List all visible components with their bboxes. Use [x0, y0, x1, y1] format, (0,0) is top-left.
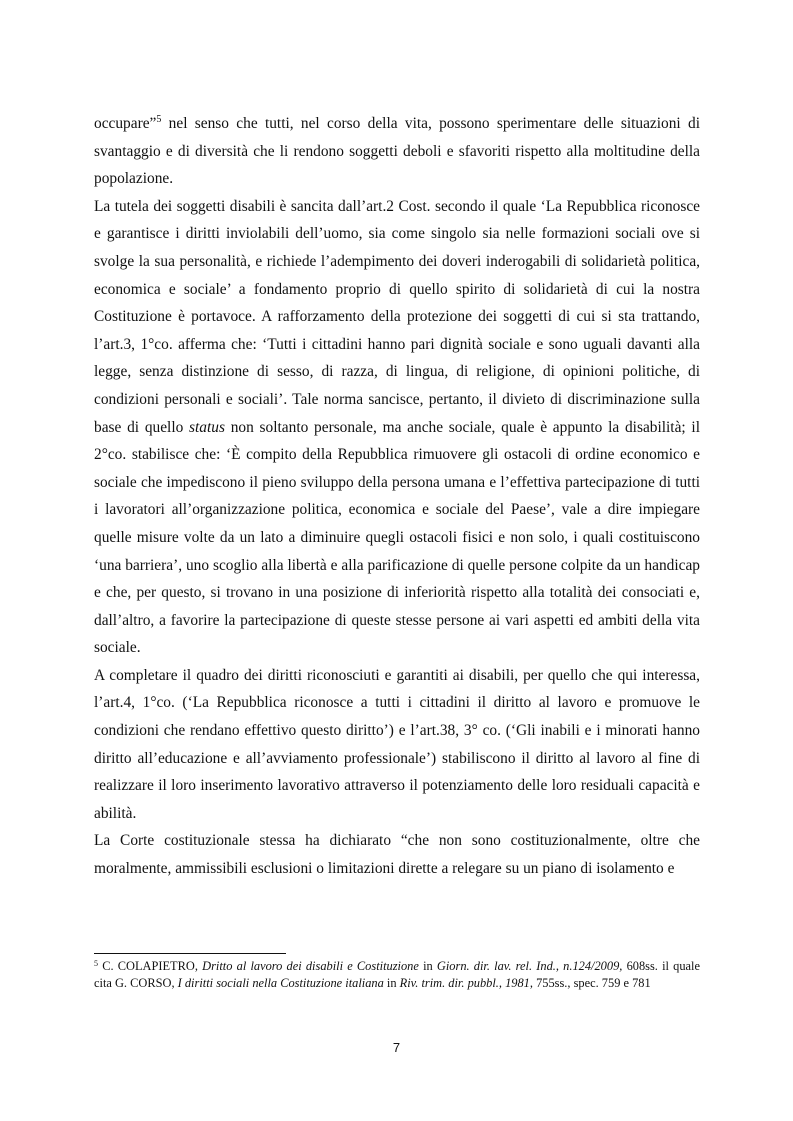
- paragraph-2-rest: non soltanto personale, ma anche sociale, quale è appunto la disabilità; il 2°co. stabilisce che: ‘È compito della Repubblica rimuovere gli ostacoli di ordine economico e sociale che impediscono il pieno sviluppo della persona umana e l’effettiva partecipazione di tutti i lavoratori all’organizzazione politica, economica e sociale del Paese’, vale a dire impiegare quelle misure volte da un lato a diminuire quegli ostacoli fisici e non solo, i quali costituiscono ‘una barriera’, uno scoglio alla libertà e alla parificazione di quelle persone colpite da un handicap e che, per questo, si trovano in una posizione di inferiorità rispetto alla totalità dei consociati e, dall’altro, a favorire la partecipazione di queste stesse persone ai vari aspetti ed ambiti della vita sociale.: [94, 418, 700, 657]
- footnote-reference: 5: [156, 114, 162, 125]
- footnote-text-1: C. COLAPIETRO,: [98, 959, 203, 973]
- footnote-journal-1: Giorn. dir. lav. rel. Ind., n.124/2009,: [436, 959, 623, 973]
- paragraph-1: [94, 110, 700, 193]
- footnote-title-1: Dritto al lavoro dei disabili e Costituzione: [202, 959, 419, 973]
- footnote-number: 5: [94, 959, 98, 968]
- paragraph-1-rest: nel senso che tutti, nel corso della vita, possono sperimentare delle situazioni di svantaggio e di diversità che li rendono soggetti deboli e sfavoriti rispetto alla moltitudine della popolazione.: [94, 115, 700, 188]
- footnote-separator: [94, 953, 286, 954]
- paragraph-3: A completare il quadro dei diritti riconosciuti e garantiti ai disabili, per quello che qui interessa, l’art.4, 1°co. (‘La Repubblica riconosce a tutti i cittadini il diritto al lavoro e promuove le condizioni che rendano effettivo questo diritto’) e l’art.38, 3° co. (‘Gli inabili e i minorati hanno diritto all’educazione e all’avviamento professionale’) stabiliscono il diritto al lavoro al fine di realizzare il loro inserimento lavorativo attraverso il potenziamento delle loro residuali capacità e abilità.: [94, 666, 700, 822]
- paragraph-1-start: occupare”: [94, 115, 157, 132]
- footnote-text-5: 755ss., spec. 759 e 781: [532, 975, 651, 990]
- italic-term-status: status: [189, 418, 225, 436]
- paragraph-4: La Corte costituzionale stessa ha dichiarato “che non sono costituzionalmente, oltre che moralmente, ammissibili esclusioni o limitazioni dirette a relegare su un piano di isolamento e: [94, 832, 700, 878]
- footnote-text-4: in: [383, 975, 400, 990]
- footnote-text-2: in: [418, 959, 437, 973]
- footnote-5: [94, 958, 700, 991]
- paragraph-2: [94, 193, 700, 662]
- body-text: [94, 110, 700, 883]
- paragraph-2-start: La tutela dei soggetti disabili è sancita dall’art.2 Cost. secondo il quale ‘La Repubblica riconosce e garantisce i diritti inviolabili dell’uomo, sia come singolo sia nelle formazioni sociali ove si svolge la sua personalità, e richiede l’adempimento dei doveri inderogabili di solidarietà politica, economica e sociale’ a fondamento proprio di quello spirito di solidarietà di cui la nostra Costituzione è portavoce. A rafforzamento della protezione dei soggetti di cui si sta trattando, l’art.3, 1°co. afferma che: ‘Tutti i cittadini hanno pari dignità sociale e sono uguali davanti alla legge, senza distinzione di sesso, di razza, di lingua, di religione, di opinioni politiche, di condizioni personali e sociali’. Tale norma sancisce, pertanto, il divieto di discriminazione sulla base di quello: [94, 197, 700, 436]
- footnote-text-3: 608ss. il quale cita G. CORSO,: [94, 959, 700, 990]
- footnote-journal-2: Riv. trim. dir. pubbl., 1981,: [399, 975, 533, 990]
- footnote-title-2: I diritti sociali nella Costituzione italiana: [177, 975, 384, 990]
- page-number: 7: [392, 1040, 401, 1055]
